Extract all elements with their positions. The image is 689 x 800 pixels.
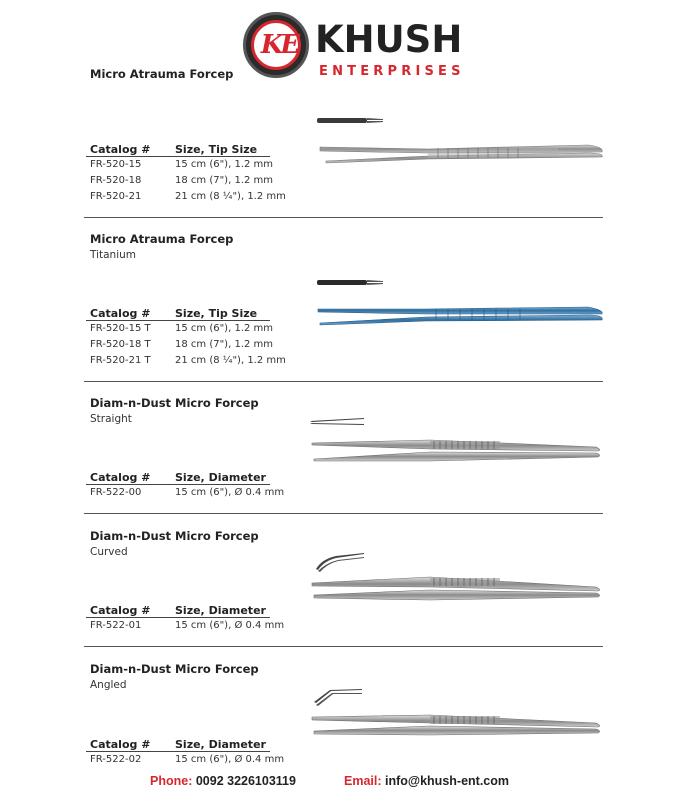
size-value: 15 cm (6"), 1.2 mm — [175, 323, 274, 334]
logo-title: KHUSH — [315, 18, 463, 61]
catalog-number: FR-522-00 — [90, 487, 142, 498]
section-divider — [84, 217, 603, 218]
phone-contact[interactable] — [150, 774, 296, 788]
forcep-image — [310, 571, 605, 605]
catalog-header: Catalog # — [90, 143, 151, 156]
size-value: 15 cm (6"), Ø 0.4 mm — [175, 754, 285, 765]
logo-mark: KE — [260, 30, 298, 60]
titanium-forcep-image — [316, 303, 606, 327]
size-value: 21 cm (8 ¼"), 1.2 mm — [175, 191, 286, 202]
tip-detail-icon — [312, 551, 368, 573]
forcep-image — [310, 437, 605, 465]
tip-detail-icon — [310, 684, 366, 706]
catalog-number: FR-520-15 T — [90, 323, 151, 334]
forcep-image — [318, 143, 608, 165]
header-rule — [86, 751, 270, 752]
catalog-number: FR-520-21 — [90, 191, 142, 202]
company-logo — [243, 12, 465, 80]
header-rule — [86, 156, 270, 157]
catalog-header: Catalog # — [90, 307, 151, 320]
section-subtitle: Straight — [90, 413, 132, 425]
tip-detail-icon — [308, 415, 368, 427]
section-title: Micro Atrauma Forcep — [90, 67, 234, 81]
header-rule — [86, 617, 270, 618]
size-value: 18 cm (7"), 1.2 mm — [175, 339, 274, 350]
size-value: 15 cm (6"), 1.2 mm — [175, 159, 274, 170]
size-value: 18 cm (7"), 1.2 mm — [175, 175, 274, 186]
phone-label: Phone: — [150, 774, 193, 788]
section-divider — [84, 513, 603, 514]
phone-number: 0092 3226103119 — [195, 774, 296, 788]
section-title: Micro Atrauma Forcep — [90, 232, 234, 246]
catalog-number: FR-520-21 T — [90, 355, 151, 366]
tip-detail-icon — [315, 116, 385, 126]
header-rule — [86, 320, 270, 321]
section-title: Diam-n-Dust Micro Forcep — [90, 529, 259, 543]
catalog-header: Catalog # — [90, 738, 151, 751]
catalog-header: Catalog # — [90, 604, 151, 617]
email-address: info@khush-ent.com — [385, 774, 509, 788]
tip-detail-icon — [315, 278, 385, 288]
section-title: Diam-n-Dust Micro Forcep — [90, 662, 259, 676]
catalog-number: FR-520-18 — [90, 175, 142, 186]
logo-subtitle: ENTERPRISES — [319, 64, 465, 79]
email-label: Email: — [344, 774, 382, 788]
size-header: Size, Diameter — [175, 471, 266, 484]
size-header: Size, Diameter — [175, 738, 266, 751]
header-rule — [86, 484, 270, 485]
catalog-header: Catalog # — [90, 471, 151, 484]
section-divider — [84, 646, 603, 647]
size-value: 15 cm (6"), Ø 0.4 mm — [175, 620, 285, 631]
size-value: 15 cm (6"), Ø 0.4 mm — [175, 487, 285, 498]
size-header: Size, Tip Size — [175, 307, 258, 320]
email-contact[interactable] — [344, 774, 509, 788]
section-subtitle: Curved — [90, 546, 128, 558]
catalog-number: FR-522-02 — [90, 754, 142, 765]
catalog-number: FR-520-15 — [90, 159, 142, 170]
size-header: Size, Diameter — [175, 604, 266, 617]
size-value: 21 cm (8 ¼"), 1.2 mm — [175, 355, 286, 366]
section-subtitle: Titanium — [90, 249, 137, 261]
catalog-number: FR-520-18 T — [90, 339, 151, 350]
section-divider — [84, 381, 603, 382]
size-header: Size, Tip Size — [175, 143, 258, 156]
forcep-image — [310, 707, 605, 739]
catalog-number: FR-522-01 — [90, 620, 142, 631]
logo-emblem — [243, 12, 309, 78]
section-subtitle: Angled — [90, 679, 127, 691]
section-title: Diam-n-Dust Micro Forcep — [90, 396, 259, 410]
